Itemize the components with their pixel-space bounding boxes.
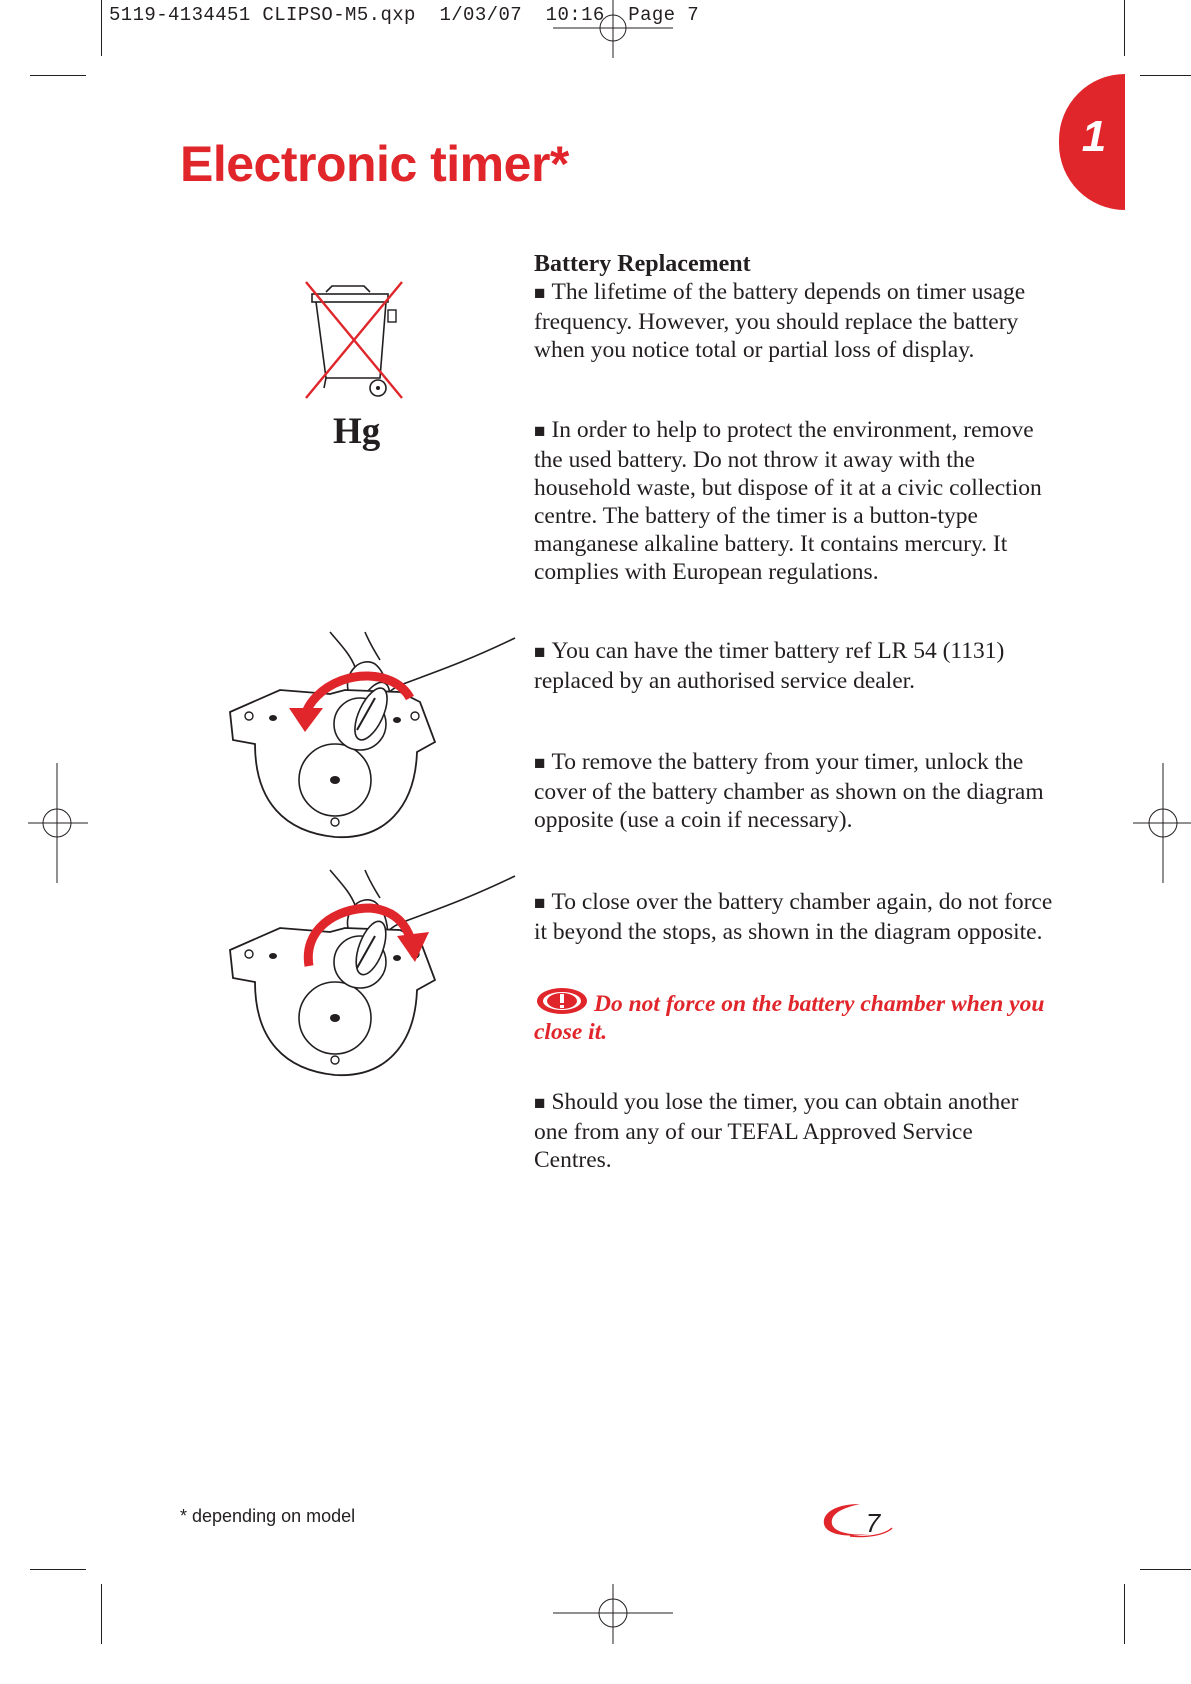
paragraph-battery-ref-block [534, 637, 1054, 695]
bullet-icon: ■ [534, 421, 546, 442]
paragraph-close-chamber: ■ To close over the battery chamber again, do not force it beyond the stops, as shown in the diagram opposite. [534, 889, 1053, 945]
battery-heading-block [534, 250, 1054, 364]
paragraph-close-block [534, 888, 1054, 946]
paragraph-battery-lifetime: ■ The lifetime of the battery depends on timer usage frequency. However, you should replace the battery when you notice total or partial loss of display. [534, 279, 1026, 363]
bullet-icon: ■ [534, 283, 546, 304]
crop-mark [30, 75, 86, 76]
crop-mark [30, 1569, 86, 1570]
registration-mark-right [1133, 763, 1191, 883]
section-heading: Battery Replacement [534, 251, 751, 277]
bullet-icon: ■ [534, 642, 546, 663]
paragraph-remove-battery: ■ To remove the battery from your timer, unlock the cover of the battery chamber as shown on the diagram opposite (use a coin if necessary). [534, 749, 1044, 833]
paragraph-battery-ref: ■ You can have the timer battery ref LR 54 (1131) replaced by an authorised service dealer. [534, 638, 1005, 694]
paragraph-environment-block [534, 416, 1054, 586]
footnote: * depending on model [180, 1506, 356, 1526]
registration-mark-bottom [553, 1584, 673, 1644]
registration-mark-top [553, 0, 673, 60]
bullet-icon: ■ [534, 1093, 546, 1114]
crossed-out-wheelie-bin-icon [298, 280, 410, 400]
crop-mark [1140, 1569, 1191, 1570]
crop-mark [1124, 0, 1125, 56]
unlock-diagram-icon [225, 632, 515, 852]
paragraph-remove-block [534, 748, 1054, 834]
registration-mark-left [28, 763, 88, 883]
lock-diagram-icon [225, 870, 515, 1090]
bullet-icon: ■ [534, 753, 546, 774]
warning-text: Do not force on the battery chamber when you close it. [534, 991, 1045, 1045]
crop-mark [1124, 1584, 1125, 1644]
page-number: 7 [865, 1508, 881, 1538]
paragraph-lost-timer-block [534, 1088, 1054, 1174]
chapter-number: 1 [1081, 112, 1107, 161]
paragraph-environment: ■ In order to help to protect the environment, remove the used battery. Do not throw it away with the household waste, but dispose of it at a civic collection centre. The battery of the timer is a button-type manganese alkaline battery. It contains mercury. It complies with European regulations. [534, 417, 1042, 585]
print-slug: 5119-4134451 CLIPSO-M5.qxp 1/03/07 10:16 Page 7 [109, 4, 700, 26]
mercury-label: Hg [333, 411, 381, 452]
bullet-icon: ■ [534, 893, 546, 914]
crop-mark [101, 1584, 102, 1644]
crop-mark [1140, 75, 1191, 76]
paragraph-lost-timer: ■ Should you lose the timer, you can obtain another one from any of our TEFAL Approved Service Centres. [534, 1089, 1019, 1173]
page-title: Electronic timer* [180, 136, 569, 192]
crop-mark [101, 0, 102, 56]
